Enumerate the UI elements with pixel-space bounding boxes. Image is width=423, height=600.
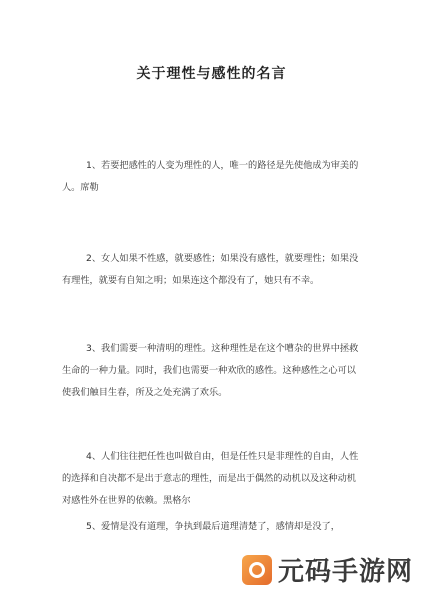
quote-paragraph-2: 2、女人如果不性感，就要感性；如果没有感性，就要理性；如果没有理性，就要有自知之明；如果连这个都没有了，她只有不幸。	[62, 253, 359, 286]
document-title: 关于理性与感性的名言	[136, 66, 287, 82]
quote-paragraph-1: 1、若要把感性的人变为理性的人，唯一的路径是先使他成为审美的人。席勒	[62, 160, 359, 193]
quote-paragraph-3: 3、我们需要一种清明的理性。这种理性是在这个嘈杂的世界中拯救生命的一种力量。同时，我们也需要一种欢欣的感性。这种感性之心可以使我们触目生春，所及之处充满了欢乐。	[62, 343, 359, 398]
orange-logo-icon	[242, 555, 272, 585]
watermark-text: 元码手游网	[277, 557, 413, 587]
site-watermark	[242, 551, 413, 588]
quote-paragraph-4: 4、人们往往把任性也叫做自由，但是任性只是非理性的自由，人性的选择和自决都不是出于意志的理性，而是出于偶然的动机以及这种动机对感性外在世界的依赖。黑格尔	[62, 451, 359, 506]
quote-paragraph-5: 5、爱情是没有道理，争执到最后道理清楚了，感情却是没了，	[86, 521, 340, 532]
